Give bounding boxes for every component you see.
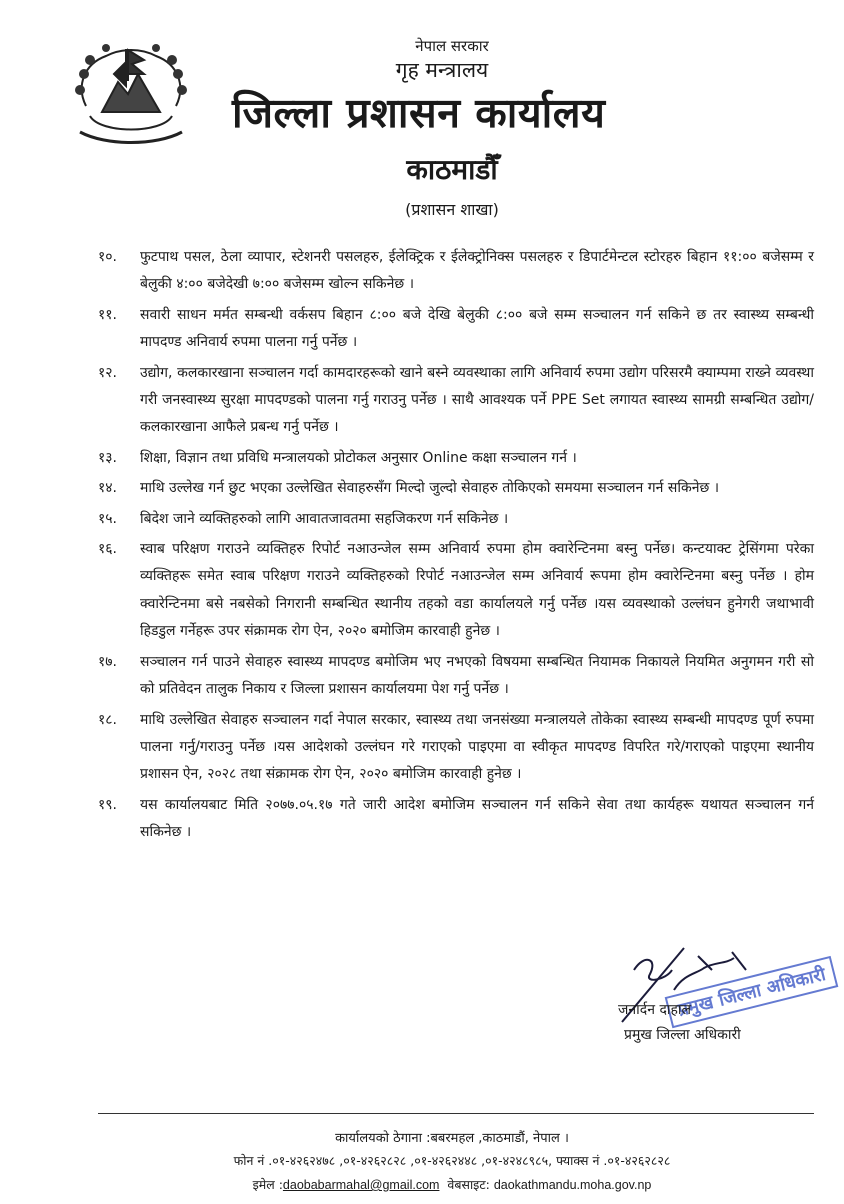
item-number: ११.	[98, 306, 118, 323]
signatory-title: प्रमुख जिल्ला अधिकारी	[624, 1027, 741, 1043]
item-text: फुटपाथ पसल, ठेला व्यापार, स्टेशनरी पसलहरु, ईलेक्ट्रिक र ईलेक्ट्रोनिक्स पसलहरु र डिपार्टमेन्टल स्टोरहरु बिहान ११:०० बजेसम्म र बेलुकी ४:०० बजेदेखी ७:०० बजेसम्म खोल्न सकिनेछ ।	[140, 249, 814, 293]
signatory-name: जनार्दन दाहाल	[618, 1002, 692, 1018]
notice-item-13	[98, 445, 814, 472]
item-number: १५.	[98, 510, 118, 527]
government-name: नेपाल सरकार	[415, 37, 489, 55]
item-number: १३.	[98, 449, 118, 466]
phone-numbers: फोन नं .०१-४२६२४७८ ,०१-४२६२८२८ ,०१-४२६२४४८ ,०१-४२४८९८५, फ्याक्स नं .०१-४२६२८२८	[233, 1153, 671, 1168]
item-number: १६.	[98, 541, 118, 558]
item-text: स्वाब परिक्षण गराउने व्यक्तिहरु रिपोर्ट नआउन्जेल सम्म अनिवार्य रुपमा होम क्वारेन्टिनमा बस्नु पर्नेछ। कन्टयाक्ट ट्रेसिंगमा परेका व्यक्तिहरू समेत स्वाब परिक्षण गराउने व्यक्तिहरुको रिपोर्ट नआउन्जेल सम्म अनिवार्य रूपमा होम क्वारेन्टिनमा बस्नु पर्नेछ । होम क्वारेन्टिनमा बसे नबसेको निगरानी सम्बन्धित स्थानीय तहको वडा कार्यालयले गर्नु पर्नेछ ।यस व्यवस्थाको उल्लंघन हुनेगरी जथाभावी हिडडुल गर्नेहरू उपर संक्रामक रोग ऐन, २०२० बमोजिम कारवाही हुनेछ ।	[140, 541, 814, 640]
office-name: जिल्ला प्रशासन कार्यालय	[232, 89, 606, 137]
item-text: शिक्षा, विज्ञान तथा प्रविधि मन्त्रालयको प्रोटोकल अनुसार Online कक्षा सञ्चालन गर्न ।	[140, 449, 577, 466]
item-number: १८.	[98, 711, 118, 728]
item-text: उद्योग, कलकारखाना सञ्चालन गर्दा कामदारहरूको खाने बस्ने व्यवस्थाका लागि अनिवार्य रुपमा उद्योग परिसरमै क्याम्पमा राख्ने व्यवस्था गरी जनस्वास्थ्य सुरक्षा मापदण्डको पालना गर्नु गराउनु पर्नेछ । साथै आवश्यक पर्ने PPE Set लगायत स्वास्थ्य सामग्री सम्बन्धित उद्योग/कलकारखाना आफैले प्रबन्ध गर्नु पर्नेछ ।	[140, 364, 814, 436]
item-text: सवारी साधन मर्मत सम्बन्धी वर्कसप बिहान ८:०० बजे देखि बेलुकी ८:०० बजे सम्म सञ्चालन गर्न सकिने छ तर स्वास्थ्य सम्बन्धी मापदण्ड अनिवार्य रुपमा पालना गर्नु पर्नेछ ।	[140, 306, 814, 351]
notice-item-18	[98, 707, 814, 789]
item-number: १७.	[98, 653, 118, 670]
notice-item-17	[98, 649, 814, 704]
email-link[interactable]: daobabarmahal@gmail.com	[282, 1178, 440, 1192]
item-number: १४.	[98, 480, 118, 497]
item-number: १२.	[98, 364, 118, 381]
item-text: बिदेश जाने व्यक्तिहरुको लागि आवातजावतमा सहजिकरण गर्न सकिनेछ ।	[140, 510, 509, 527]
notice-item-12	[98, 360, 814, 442]
city-name: काठमाडौँ	[406, 153, 498, 186]
item-number: १९.	[98, 796, 118, 813]
branch-name: (प्रशासन शाखा)	[405, 200, 499, 219]
website-label: वेबसाइट:	[447, 1177, 490, 1192]
item-text: यस कार्यालयबाट मिति २०७७.०५.१७ गते जारी आदेश बमोजिम सञ्चालन गर्न सकिने सेवा तथा कार्यहरू यथायत सञ्चालन गर्न सकिनेछ ।	[140, 796, 814, 841]
item-text: माथि उल्लेखित सेवाहरु सञ्चालन गर्दा नेपाल सरकार, स्वास्थ्य तथा जनसंख्या मन्त्रालयले तोकेका स्वास्थ्य सम्बन्धी मापदण्ड पूर्ण रुपमा पालना गर्नु/गराउनु पर्नेछ ।यस आदेशको उल्लंघन गरे गराएको पाइएमा वा स्वीकृत मापदण्ड विपरित गरे/गराएको पाइएमा स्थानीय प्रशासन ऐन, २०२८ तथा संक्रामक रोग ऐन, २०२० बमोजिम कारवाही हुनेछ ।	[140, 711, 814, 783]
official-stamp: प्रमुख जिल्ला अधिकारी	[665, 956, 839, 1028]
item-number: १०.	[98, 249, 118, 265]
notice-items-list	[98, 244, 814, 850]
contact-line	[0, 1176, 844, 1193]
ministry-name: गृह मन्त्रालय	[395, 58, 489, 82]
website-link[interactable]: daokathmandu.moha.gov.np	[493, 1178, 652, 1192]
notice-item-16	[98, 536, 814, 646]
notice-item-14	[98, 475, 814, 502]
footer-divider	[98, 1113, 814, 1114]
notice-item-10	[98, 244, 814, 299]
item-text: सञ्चालन गर्न पाउने सेवाहरु स्वास्थ्य मापदण्ड बमोजिम भए नभएको विषयमा सम्बन्धित नियामक निकायले नियमित अनुगमन गरी सो को प्रतिवेदन तालुक निकाय र जिल्ला प्रशासन कार्यालयमा पेश गर्नु पर्नेछ ।	[140, 653, 814, 698]
item-text: माथि उल्लेख गर्न छुट भएका उल्लेखित सेवाहरुसँग मिल्दो जुल्दो सेवाहरु तोकिएको समयमा सञ्चालन गर्न सकिनेछ ।	[140, 480, 720, 497]
notice-item-15	[98, 506, 814, 533]
notice-item-11	[98, 302, 814, 357]
office-address: कार्यालयको ठेगाना :बबरमहल ,काठमाडौं, नेपाल ।	[335, 1131, 569, 1146]
notice-item-19	[98, 792, 814, 847]
email-label: इमेल :	[252, 1177, 283, 1192]
